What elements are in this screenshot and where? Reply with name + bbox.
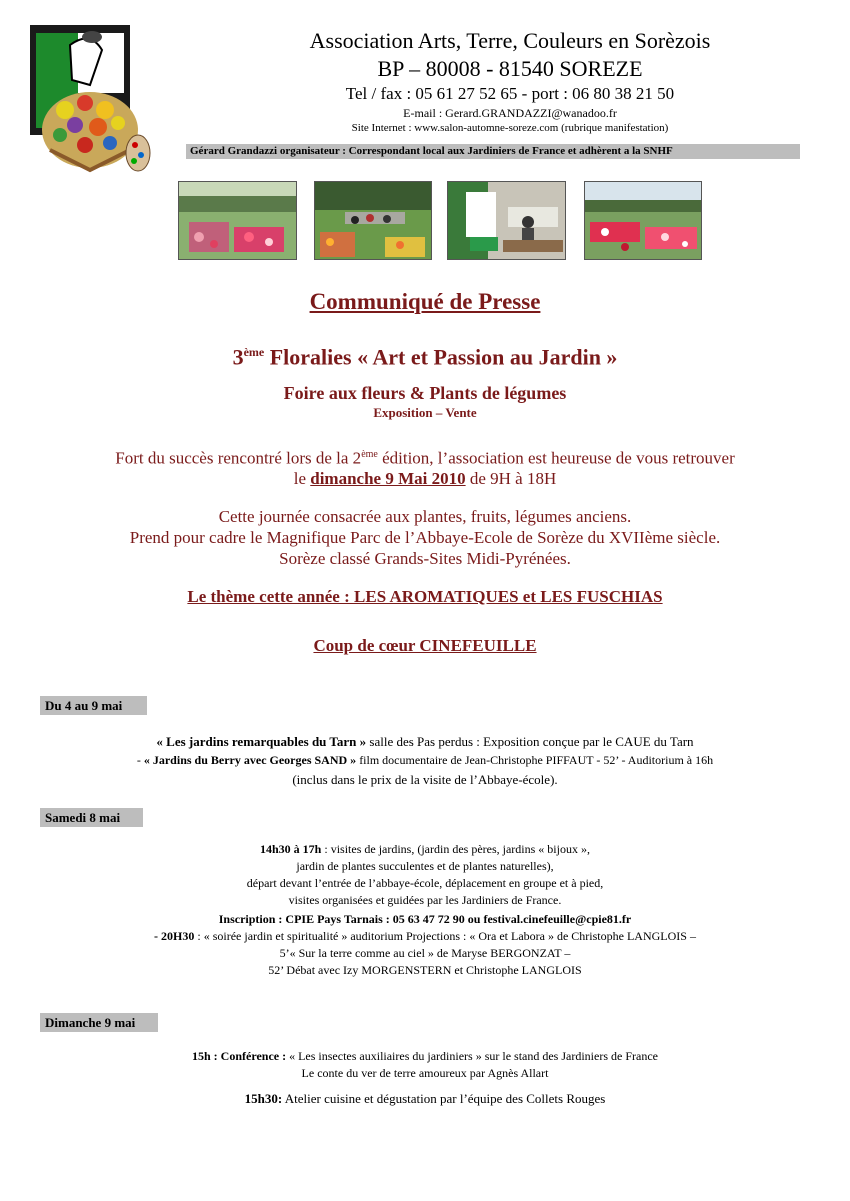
photo-indoor-stand <box>447 181 566 260</box>
event-date: dimanche 9 Mai 2010 <box>310 469 466 488</box>
workshop-time: 15h30: <box>244 1091 283 1106</box>
section-1-line-2 <box>0 751 850 770</box>
description-line-2: Prend pour cadre le Magnifique Parc de l’Abbaye-Ecole de Sorèze du XVIIème siècle. <box>129 528 721 547</box>
date-line <box>0 468 850 490</box>
postal-address: BP – 80008 - 81540 SOREZE <box>377 56 643 81</box>
section-3-body <box>0 1048 850 1107</box>
visit-time: 14h30 à 17h <box>260 842 322 856</box>
phone-line: Tel / fax : 05 61 27 52 65 - port : 06 80 38 21 50 <box>345 84 675 103</box>
photo-garden-crowd <box>314 181 432 260</box>
registration-line: Inscription : CPIE Pays Tarnais : 05 63 47 72 90 ou festival.cinefeuille@cpie81.fr <box>218 912 632 926</box>
photo-flower-beds <box>584 181 702 260</box>
date-hours: de 9H à 18H <box>465 469 557 488</box>
intro-superscript: ème <box>361 449 378 460</box>
section-2-body <box>0 841 850 979</box>
theme-line: Le thème cette année : LES AROMATIQUES et LES FUSCHIAS <box>187 587 663 606</box>
exhibition-details: salle des Pas perdus : Exposition conçue par le CAUE du Tarn <box>366 734 694 749</box>
association-logo <box>30 25 152 175</box>
event-title <box>0 337 850 372</box>
photo-garden-flowers <box>178 181 297 260</box>
date-prefix: le <box>293 469 311 488</box>
section-2-line-2: jardin de plantes succulentes et de plantes naturelles), <box>296 859 554 873</box>
organizer-banner <box>186 144 800 159</box>
intro-text-a: Fort du succès rencontré lors de la 2 <box>115 448 362 468</box>
conference-time: 15h : Conférence : <box>192 1049 287 1063</box>
intro-text-b: édition, l’association est heureuse de vous retrouver <box>377 448 735 468</box>
organizer-name: Gérard Grandazzi organisateur : <box>190 145 349 157</box>
section-heading-2: Samedi 8 mai <box>40 808 143 827</box>
evening-details: : « soirée jardin et spiritualité » auditorium Projections : « Ora et Labora » de Christophe LANGLOIS – <box>194 929 696 943</box>
evening-time: - 20H30 <box>154 929 195 943</box>
event-subtitle: Foire aux fleurs & Plants de légumes <box>283 383 567 403</box>
intro-line <box>0 444 850 470</box>
section-3-line-2: Le conte du ver de terre amoureux par Agnès Allart <box>301 1066 549 1080</box>
film-title: « Jardins du Berry avec Georges SAND » <box>143 753 357 767</box>
section-3-line-3 <box>0 1090 850 1107</box>
film-prefix: - <box>136 753 144 767</box>
section-2-line-1 <box>0 841 850 858</box>
organizer-role: Correspondant local aux Jardiniers de France et adhèrent a la SNHF <box>348 145 673 157</box>
letterhead <box>170 27 850 135</box>
event-name: Floralies « Art et Passion au Jardin » <box>264 344 618 370</box>
description <box>0 506 850 569</box>
section-heading-1: Du 4 au 9 mai <box>40 696 147 715</box>
visit-details: : visites de jardins, (jardin des pères, jardins « bijoux », <box>321 842 590 856</box>
section-heading-3: Dimanche 9 mai <box>40 1013 158 1032</box>
section-3-line-1 <box>0 1048 850 1065</box>
section-1-body <box>0 732 850 789</box>
exhibition-title: « Les jardins remarquables du Tarn » <box>156 734 367 749</box>
section-2-line-3: départ devant l’entrée de l’abbaye-école, déplacement en groupe et à pied, <box>246 876 604 890</box>
association-name: Association Arts, Terre, Couleurs en Sorèzois <box>309 28 711 53</box>
event-number: 3 <box>232 344 244 370</box>
section-2-line-7: 5’« Sur la terre comme au ciel » de Maryse BERGONZAT – <box>279 946 571 960</box>
film-details: film documentaire de Jean-Christophe PIFFAUT - 52’ - Auditorium à 16h <box>356 753 714 767</box>
conference-details: « Les insectes auxiliaires du jardiniers » sur le stand des Jardiniers de France <box>286 1049 658 1063</box>
event-superscript: ème <box>243 345 265 359</box>
description-line-1: Cette journée consacrée aux plantes, fruits, légumes anciens. <box>218 507 632 526</box>
coup-de-coeur: Coup de cœur CINEFEUILLE <box>313 636 537 655</box>
section-1-line-1 <box>0 732 850 751</box>
description-line-3: Sorèze classé Grands-Sites Midi-Pyrénées. <box>279 549 571 568</box>
section-2-line-8: 52’ Débat avec Izy MORGENSTERN et Christophe LANGLOIS <box>268 963 582 977</box>
email-line: E-mail : Gerard.GRANDAZZI@wanadoo.fr <box>403 106 617 120</box>
press-title: Communiqué de Presse <box>309 289 541 314</box>
event-subtitle-2: Exposition – Vente <box>373 405 477 420</box>
workshop-details: Atelier cuisine et dégustation par l’équipe des Collets Rouges <box>282 1091 606 1106</box>
website-line: Site Internet : www.salon-automne-soreze.com (rubrique manifestation) <box>351 122 669 134</box>
section-2-line-4: visites organisées et guidées par les Jardiniers de France. <box>288 893 562 907</box>
section-2-line-6 <box>0 928 850 945</box>
section-1-line-3: (inclus dans le prix de la visite de l’Abbaye-école). <box>292 772 558 787</box>
